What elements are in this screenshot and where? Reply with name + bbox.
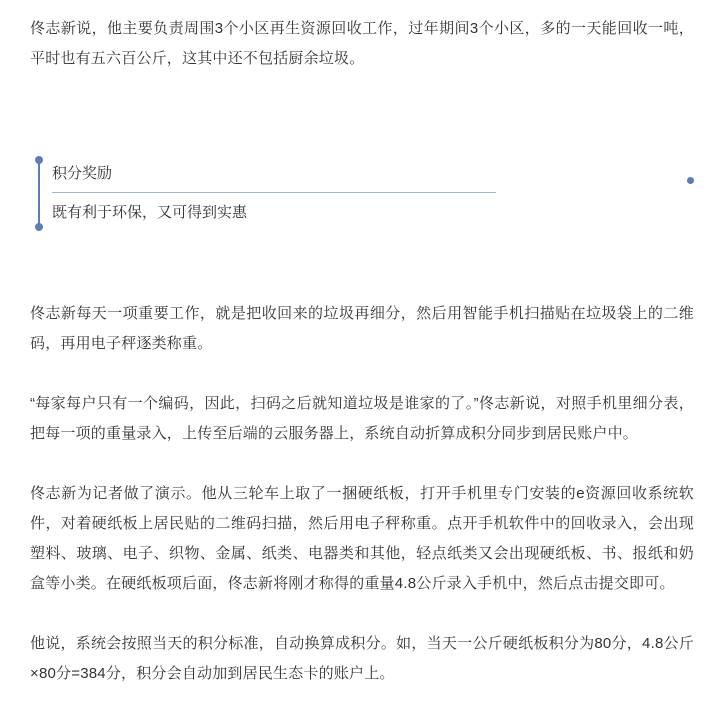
callout-accent-bar [38,162,40,225]
callout-subtitle: 既有利于环保，又可得到实惠 [52,204,248,221]
article-paragraph: 佟志新每天一项重要工作，就是把收回来的垃圾再细分，然后用智能手机扫描贴在垃圾袋上的二维码，再用电子秤逐类称重。 [30,305,694,352]
article-paragraph: 他说，系统会按照当天的积分标准，自动换算成积分。如，当天一公斤硬纸板积分为80分，4.8公斤×80分=384分，积分会自动加到居民生态卡的账户上。 [30,635,694,682]
callout-dot-top-icon [35,156,43,164]
article-paragraph: 佟志新为记者做了演示。他从三轮车上取了一捆硬纸板，打开手机里专门安装的e资源回收系统软件，对着硬纸板上居民贴的二维码扫描，然后用电子秤称重。点开手机软件中的回收录入，会出现塑料、玻璃、电子、织物、金属、纸类、电器类和其他，轻点纸类又会出现硬纸板、书、报纸和奶盒等小类。在硬纸板项后面，佟志新将刚才称得的重量4.8公斤录入手机中，然后点击提交即可。 [30,485,694,592]
callout-block [30,160,496,227]
side-accent-dot-icon [687,177,694,184]
article-paragraph: “每家每户只有一个编码，因此，扫码之后就知道垃圾是谁家的了。”佟志新说，对照手机里细分表，把每一项的重量录入，上传至后端的云服务器上，系统自动折算成积分同步到居民账户中。 [30,395,694,442]
callout-title: 积分奖励 [52,160,496,193]
article-paragraph: 佟志新说，他主要负责周围3个小区再生资源回收工作，过年期间3个小区，多的一天能回收一吨，平时也有五六百公斤，这其中还不包括厨余垃圾。 [30,20,694,67]
article-body [30,299,694,689]
callout-dot-bottom-icon [35,223,43,231]
